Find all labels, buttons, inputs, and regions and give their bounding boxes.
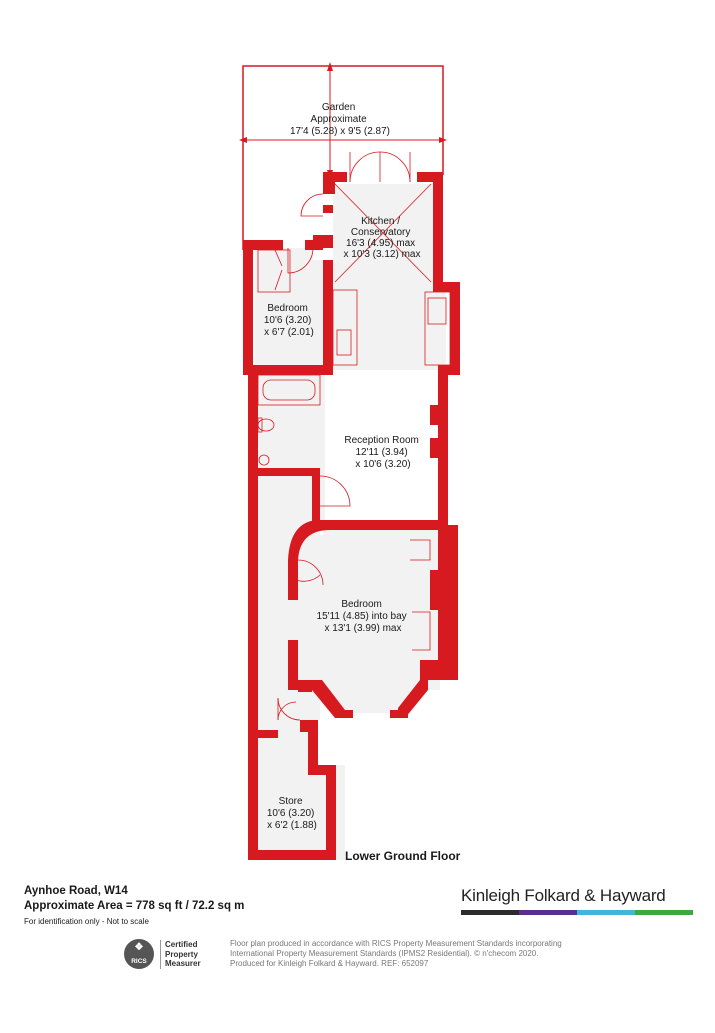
brand-bar [577, 910, 635, 915]
room-dims: 17'4 (5.28) x 9'5 (2.87) [290, 126, 390, 137]
room-dims: x 6'7 (2.01) [264, 327, 314, 338]
rics-logo [124, 939, 220, 971]
room-name: Store [278, 796, 303, 807]
room-label-bedroom-small [264, 303, 314, 338]
room-name: Kitchen / [361, 216, 401, 227]
room-label-garden [290, 102, 390, 137]
property-note: For identification only - Not to scale [24, 917, 149, 926]
room-dims: 10'6 (3.20) [266, 808, 315, 819]
property-area: Approximate Area = 778 sq ft / 72.2 sq m [24, 900, 245, 912]
rics-cert-line: Certified [165, 940, 198, 949]
room-dims: x 6'2 (1.88) [267, 820, 317, 831]
room-dims: 10'6 (3.20) [263, 315, 312, 326]
agent-name: Kinleigh Folkard & Hayward [461, 886, 666, 905]
agent-color-bars [461, 910, 693, 915]
disclaimer [230, 939, 700, 969]
room-name: Bedroom [341, 599, 382, 610]
rics-cert-line: Measurer [165, 959, 201, 968]
disclaimer-line: International Property Measurement Standards (IPMS2 Residential). © n'checom 2020. [230, 949, 539, 958]
floor-label: Lower Ground Floor [345, 849, 461, 863]
room-name: Reception Room [344, 435, 419, 446]
rics-crest-icon: ❖ [134, 942, 144, 953]
rics-certification [160, 940, 225, 969]
disclaimer-line: Floor plan produced in accordance with RICS Property Measurement Standards incorporating [230, 939, 562, 948]
property-info [24, 884, 344, 928]
room-line: Approximate [310, 114, 367, 125]
room-dims: x 10'3 (3.12) max [343, 249, 421, 260]
room-dims: 12'11 (3.94) [355, 447, 408, 458]
rics-cert-line: Property [165, 949, 198, 959]
agent-brand [461, 886, 693, 915]
room-dims: x 10'6 (3.20) [355, 459, 411, 470]
room-name: Garden [321, 102, 356, 113]
brand-bar [461, 910, 519, 915]
room-dims: 16'3 (4.95) max [346, 238, 416, 249]
rics-badge-text: RICS [131, 958, 147, 965]
room-dims: x 13'1 (3.99) max [324, 623, 402, 634]
room-line: Conservatory [350, 227, 411, 238]
rics-badge-icon [124, 939, 154, 969]
disclaimer-line: Produced for Kinleigh Folkard & Hayward. REF: 652097 [230, 959, 429, 968]
brand-bar [519, 910, 577, 915]
room-name: Bedroom [267, 303, 308, 314]
room-label-reception [344, 435, 421, 470]
brand-bar [635, 910, 693, 915]
property-address: Aynhoe Road, W14 [24, 885, 128, 897]
room-dims: 15'11 (4.85) into bay [316, 611, 407, 622]
